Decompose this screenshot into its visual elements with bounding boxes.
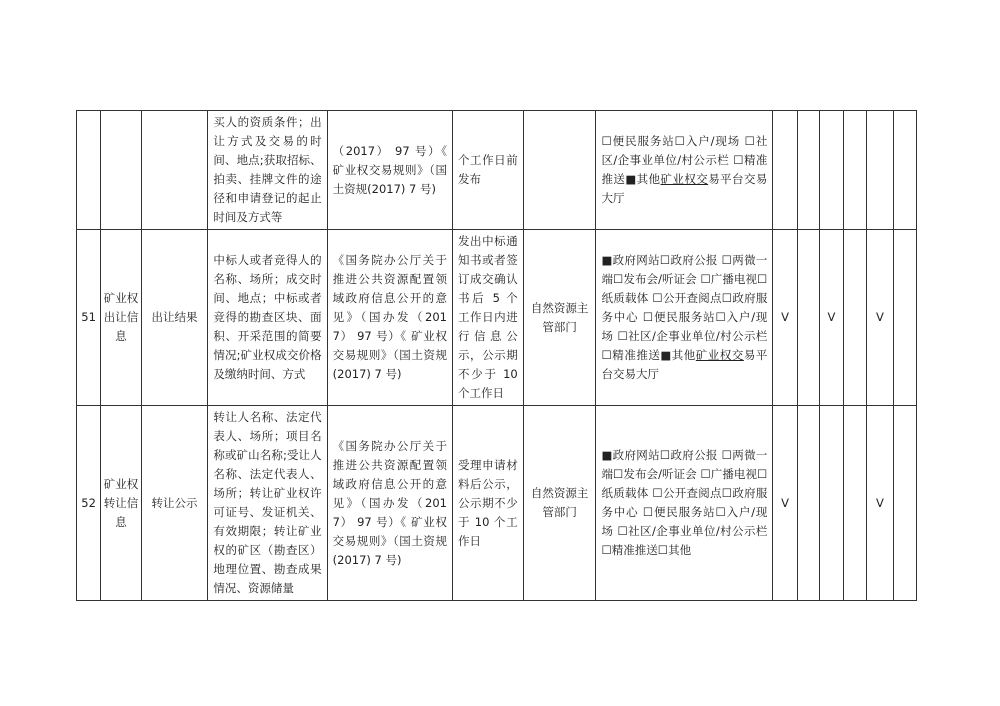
- check-cell: V: [867, 406, 893, 601]
- check-cell: [844, 406, 867, 601]
- channels-tail: 易平台交易大厅: [601, 348, 768, 381]
- check-cell: [893, 111, 916, 230]
- subject-cell: 自然资源主管部门: [523, 406, 596, 601]
- row-number: [77, 111, 101, 230]
- channels-text: ☐便民服务站☐入户/现场 ☐社区/企事业单位/村公示栏 ☐精准推送■其他: [601, 134, 768, 186]
- item-cell: [141, 111, 208, 230]
- check-cell: [893, 230, 916, 406]
- check-cell: [893, 406, 916, 601]
- category-cell: [101, 111, 141, 230]
- item-cell: 转让公示: [141, 406, 208, 601]
- check-cell: [797, 111, 819, 230]
- check-cell: V: [773, 230, 797, 406]
- channels-underlined: 矿业权交: [660, 172, 709, 186]
- disclosure-table: [76, 110, 917, 601]
- category-cell: 矿业权出让信息: [101, 230, 141, 406]
- content-cell: 转让人名称、法定代表人、场所；项目名称或矿山名称;受让人名称、法定代表人、场所；转让矿业权许可证号、发证机关、有效期限；转让矿业权的矿区（勘查区）地理位置、勘查成果情况、资源储量: [208, 406, 327, 601]
- time-limit-cell: 个工作日前发布: [452, 111, 523, 230]
- time-limit-cell: 发出中标通知书或者签订成交确认书后 5 个工作日内进行信息公示，公示期不少于 10 个工作日: [452, 230, 523, 406]
- subject-cell: [523, 111, 596, 230]
- channels-cell: [596, 230, 773, 406]
- table-row: [77, 230, 917, 406]
- category-cell: 矿业权转让信息: [101, 406, 141, 601]
- check-cell: [844, 111, 867, 230]
- channels-cell: [596, 406, 773, 601]
- channels-text: ■政府网站☐政府公报 ☐两微一端☐发布会/听证会 ☐广播电视☐纸质载体 ☐公开查阅点☐政府服务中心 ☐便民服务站☐入户/现场 ☐社区/企事业单位/村公示栏 ☐精准推送■其他: [601, 253, 768, 362]
- check-cell: [844, 230, 867, 406]
- table-row: [77, 406, 917, 601]
- check-cell: [819, 111, 843, 230]
- check-cell: V: [819, 230, 843, 406]
- check-cell: [797, 406, 819, 601]
- channels-cell: [596, 111, 773, 230]
- item-cell: 出让结果: [141, 230, 208, 406]
- time-limit-cell: 受理申请材料后公示，公示期不少于 10 个工作日: [452, 406, 523, 601]
- channels-underlined: 矿业权交: [695, 348, 744, 362]
- table-row: [77, 111, 917, 230]
- channels-text: ■政府网站☐政府公报 ☐两微一端☐发布会/听证会 ☐广播电视☐纸质载体 ☐公开查阅点☐政府服务中心 ☐便民服务站☐入户/现场 ☐社区/企事业单位/村公示栏 ☐精准推送☐其他: [601, 448, 768, 557]
- row-number: 52: [77, 406, 101, 601]
- subject-cell: 自然资源主管部门: [523, 230, 596, 406]
- check-cell: [819, 406, 843, 601]
- check-cell: V: [867, 230, 893, 406]
- content-cell: 买人的资质条件；出让方式及交易的时间、地点;获取招标、拍卖、挂牌文件的途径和申请登记的起止时间及方式等: [208, 111, 327, 230]
- check-cell: [797, 230, 819, 406]
- channels-tail: 易平台交易大厅: [601, 172, 768, 205]
- basis-cell: 《国务院办公厅关于推进公共资源配置领域政府信息公开的意见》（国办发（2017） 97 号）《 矿业权交易规则》（国土资规(2017) 7 号): [327, 406, 452, 601]
- check-cell: [773, 111, 797, 230]
- basis-cell: （2017） 97 号）《 矿业权交易规则》（国土资规(2017) 7 号): [327, 111, 452, 230]
- row-number: 51: [77, 230, 101, 406]
- check-cell: [867, 111, 893, 230]
- content-cell: 中标人或者竞得人的名称、场所；成交时间、地点；中标或者竞得的勘查区块、面积、开采范围的简要情况;矿业权成交价格及缴纳时间、方式: [208, 230, 327, 406]
- check-cell: V: [773, 406, 797, 601]
- basis-cell: 《国务院办公厅关于推进公共资源配置领域政府信息公开的意见》（国办发（2017） 97 号）《 矿业权交易规则》（国土资规(2017) 7 号): [327, 230, 452, 406]
